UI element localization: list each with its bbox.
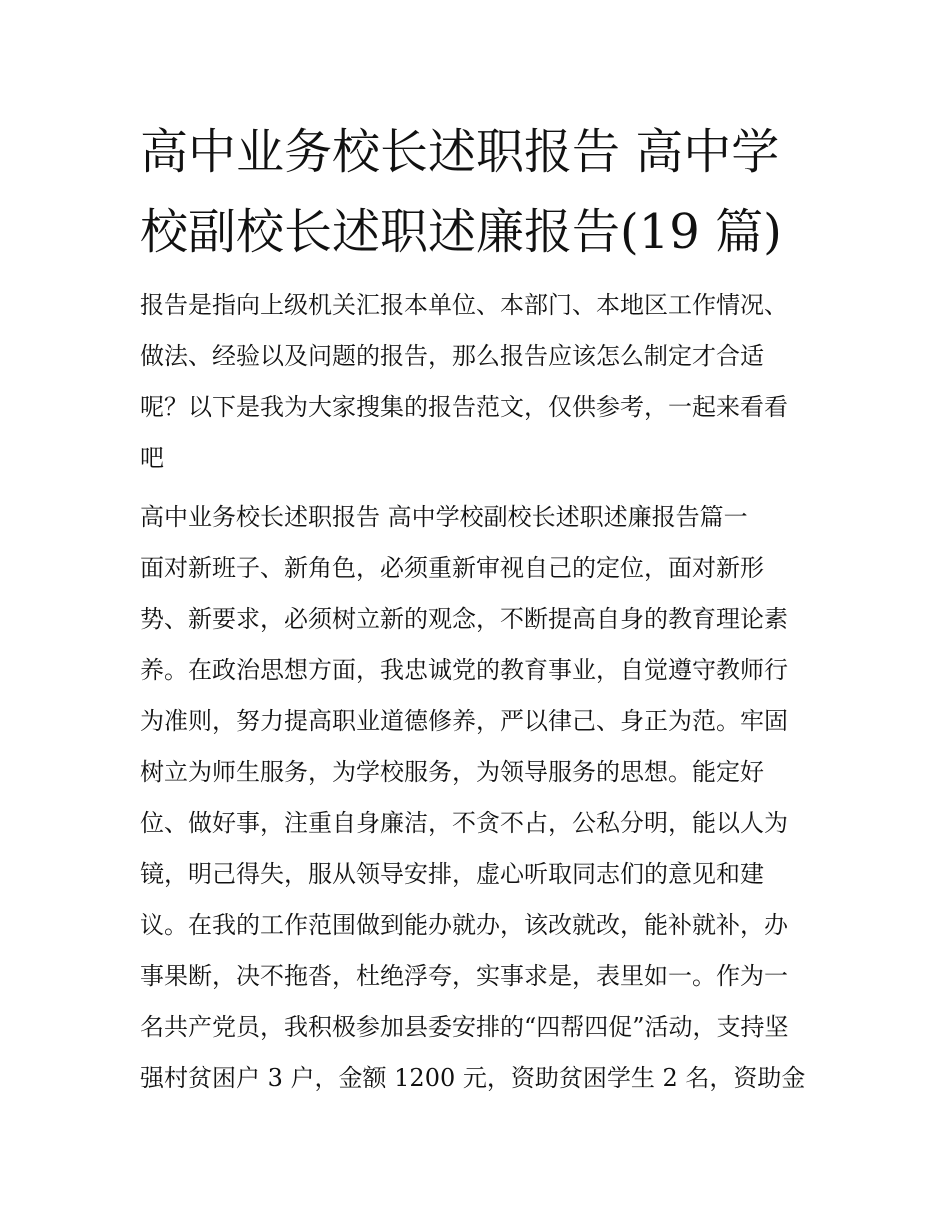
paragraph-line: 为准则，努力提高职业道德修养，严以律己、身正为范。牢固 bbox=[140, 707, 788, 735]
paragraph-line: 镜，明己得失，服从领导安排，虚心听取同志们的意见和建 bbox=[140, 860, 764, 888]
paragraph-line: 事果断，决不拖沓，杜绝浮夸，实事求是，表里如一。作为一 bbox=[140, 962, 788, 990]
paragraph-line: 势、新要求，必须树立新的观念，不断提高自身的教育理论素 bbox=[140, 605, 788, 633]
intro-paragraph bbox=[140, 280, 830, 484]
paragraph-line: 吧 bbox=[140, 444, 164, 472]
title-line: 校副校长述职述廉报告(19 篇) bbox=[140, 204, 782, 260]
section-heading: 高中业务校长述职报告 高中学校副校长述职述廉报告篇一 bbox=[140, 503, 748, 531]
paragraph-line: 做法、经验以及问题的报告，那么报告应该怎么制定才合适 bbox=[140, 342, 764, 370]
spacer bbox=[140, 484, 830, 492]
document-title bbox=[140, 112, 830, 272]
document-body bbox=[140, 280, 830, 1104]
paragraph-line: 强村贫困户 3 户，金额 1200 元，资助贫困学生 2 名，资助金 bbox=[140, 1064, 806, 1092]
paragraph-line: 面对新班子、新角色，必须重新审视自己的定位，面对新形 bbox=[140, 554, 764, 582]
paragraph-line: 名共产党员，我积极参加县委安排的“四帮四促”活动，支持坚 bbox=[140, 1013, 789, 1041]
paragraph-line: 树立为师生服务，为学校服务，为领导服务的思想。能定好 bbox=[140, 758, 764, 786]
paragraph-line: 报告是指向上级机关汇报本单位、本部门、本地区工作情况、 bbox=[140, 291, 788, 319]
paragraph-line: 养。在政治思想方面，我忠诚党的教育事业，自觉遵守教师行 bbox=[140, 656, 788, 684]
paragraph-line: 议。在我的工作范围做到能办就办，该改就改，能补就补，办 bbox=[140, 911, 788, 939]
title-line: 高中业务校长述职报告 高中学 bbox=[140, 124, 780, 180]
body-paragraph bbox=[140, 543, 830, 1104]
paragraph-line: 呢？以下是我为大家搜集的报告范文，仅供参考，一起来看看 bbox=[140, 393, 788, 421]
paragraph-line: 位、做好事，注重自身廉洁，不贪不占，公私分明，能以人为 bbox=[140, 809, 788, 837]
